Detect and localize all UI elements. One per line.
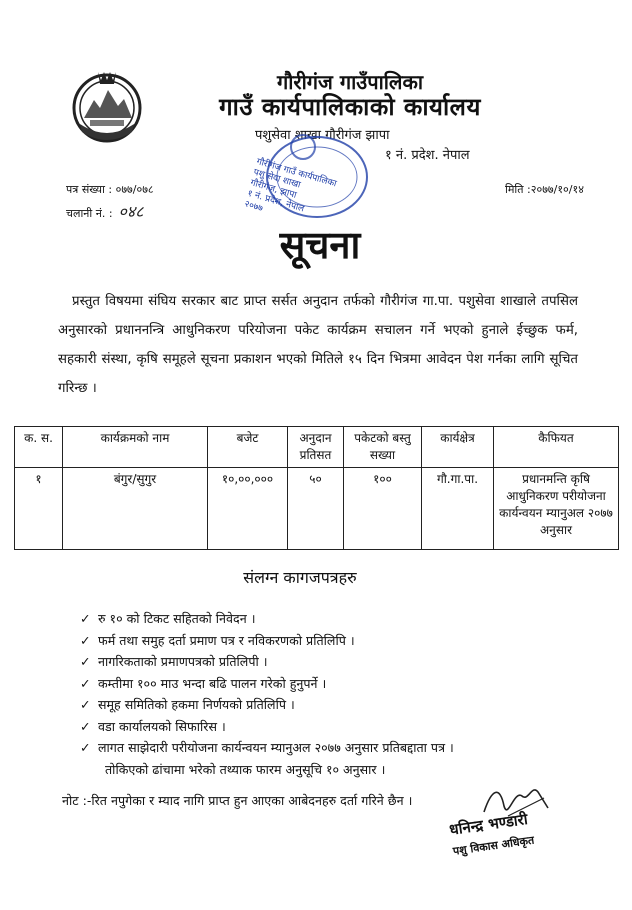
table-header-row [15,427,619,468]
check-icon: ✓ [80,718,91,734]
header-budget: बजेट [208,427,288,468]
list-item-text: फर्म तथा समुह दर्ता प्रमाण पत्र र नविकरणको प्रतिलिपि । [98,632,355,648]
list-item-continuation: तोकिएको ढांचामा भरेको तथ्याक फारम अनुसूचि १० अनुसार । [105,761,386,777]
list-item [80,694,580,716]
notice-date: मिति :२०७७/१०/१४ [505,183,584,196]
list-item [80,673,580,695]
municipality-name: गौरीगंज गाउँपालिका [276,70,424,94]
check-icon: ✓ [80,632,91,648]
dispatch-number [66,200,144,222]
cell-remarks: प्रधानमन्ति कृषि आधुनिकरण परीयोजना कार्यन्वयन म्यानुअल २०७७ अनुसार [494,468,619,550]
dispatch-number-value: ०४८ [118,202,144,221]
header-serial: क. स. [15,427,63,468]
list-item [80,716,580,738]
check-icon: ✓ [80,611,91,626]
cell-budget: १०,००,००० [208,468,288,550]
list-item [80,630,580,652]
cell-grant-percent: ५० [288,468,344,550]
province-line: १ नं. प्रदेश. नेपाल [385,148,470,163]
list-item-text: कम्तीमा १०० माउ भन्दा बढि पालन गरेको हुनुपर्ने । [98,675,327,691]
attachments-title: संलग्न कागजपत्रहरु [243,568,357,587]
program-table [14,426,619,550]
check-icon: ✓ [80,740,91,755]
branch-address: पशुसेवा शाखा गौरीगंज झापा [255,128,390,143]
list-item-text: नागरिकताको प्रमाणपत्रको प्रतिलिपी । [98,654,268,669]
nepal-emblem-logo [68,66,146,146]
attachments-list [80,608,580,780]
check-icon: ✓ [80,675,91,691]
notice-body: प्रस्तुत विषयमा संघिय सरकार बाट प्राप्त सर्सत अनुदान तर्फको गौरीगंज गा.पा. पशुसेवा शाखाले तपसिल अनुसारको प्रधाननन्त्रि आधुनिकरण परियोजना पकेट कार्यक्रम सचालन गर्ने भएको हुनाले ईच्छुक फर्म, सहकारी संस्था, कृषि समूहले सूचना प्रकाशन भएको मितिले १५ दिन भित्रमा आवेदन पेश गर्नका लागि सूचित गरिन्छ । [58,294,578,396]
list-item-text: लागत साझेदारी परीयोजना कार्यन्वयन म्यानुअल २०७७ अनुसार प्रतिबद्दाता पत्र । [98,740,454,755]
check-icon: ✓ [80,654,91,669]
cell-area: गौ.गा.पा. [422,468,494,550]
table-row [15,468,619,550]
cell-program-name: बंगुर/सुगुर [63,468,208,550]
cell-serial: १ [15,468,63,550]
list-item [80,608,580,630]
check-icon: ✓ [80,697,91,712]
list-item-text: रु १० को टिकट सहितको निवेदन । [98,611,256,626]
header-program-name: कार्यक्रमको नाम [63,427,208,468]
cell-pocket-count: १०० [344,468,422,550]
stamp-text: गौरीगंज गाउँ कार्यपालिका पशु सेवा शाखा गौरीगंज, झापा १ नं. प्रदेश, नेपाल २०७७ [243,157,338,215]
header-remarks: कैफियत [494,427,619,468]
note-text: नोट :-रित नपुगेका र म्याद नागि प्राप्त हुन आएका आबेदनहरु दर्ता गरिने छैन । [62,793,413,808]
office-name: गाउँ कार्यपालिकाको कार्यालय [219,93,481,121]
list-item-text: वडा कार्यालयको सिफारिस । [98,718,226,734]
header-pocket-count: पकेटको बस्तु सख्या [344,427,422,468]
signatory-title: पशु विकास अधिकृत [452,833,535,858]
list-item-text: समूह समितिको हकमा निर्णयको प्रतिलिपि । [98,697,295,712]
reference-number: पत्र संख्या : ०७७/०७८ [66,183,154,196]
list-item [80,651,580,673]
header-area: कार्यक्षेत्र [422,427,494,468]
dispatch-label: चलानी नं. : [66,207,113,220]
list-item [80,737,580,759]
signatory-name: धनिन्द्र भण्डारी [448,810,529,839]
header-grant-percent: अनुदान प्रतिसत [288,427,344,468]
notice-title: सूचना [279,223,361,267]
